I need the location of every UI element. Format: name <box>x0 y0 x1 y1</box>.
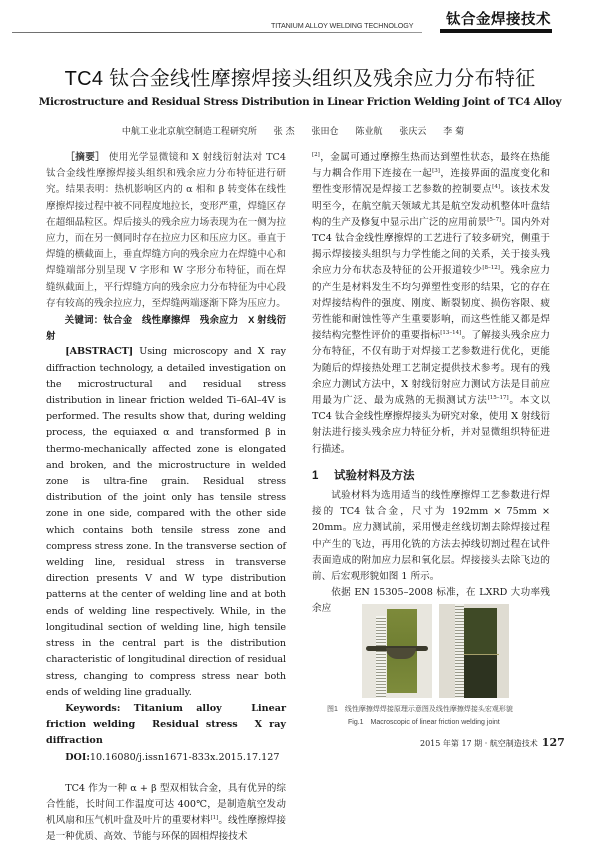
doi-label: DOI: <box>65 751 90 763</box>
abstract-en-text: Using microscopy and X ray diffraction technology, a detailed investigation on the microstructural and residual stress distribution in linear friction welded Ti–6Al–4V is performed. The results show that, during welding process, the equiaxed α and transformed β in thermo-mechanically affected zone is elongated and broken, and the microstructure in welded zone is ultra-fine grain. Residual stress distribution of the joint only has tensile stress zone in one side, compared with the other side which contains both tensile stress zone and compress stress zone. In the transverse section of welding line, residual stress in transverse direction presents V and W type distribution patterns at the center of welding line and at both ends of welding line respectively. While, in the longitudinal section of welding line, high tensile stress in the central part is the distribution characteristic of longitudinal direction of residual stress, changing to compress stress near both ends of welding line gradually. <box>46 346 286 698</box>
header-bar <box>440 29 552 33</box>
affiliation: 中航工业北京航空制造工程研究所 <box>121 127 257 137</box>
author: 张 杰 <box>273 127 295 137</box>
body-text: 。残余应力的产生是材料发生不均匀弹塑性变形的结果，它的存在对焊接结构件的强度、刚度、断裂韧度、损伤容限、疲劳性能和耐蚀性等产生重要影响，而这些性能又都是焊接结构完整性评价的重要指标 <box>312 265 551 342</box>
intro-paragraph-continued <box>312 150 550 458</box>
ruler <box>376 616 386 698</box>
body-text: 。了解接头残余应力分布特征，不仅有助于对焊接工艺参数进行优化，更能为随后的焊接热处理工艺制定提供技术参考。现有的残余应力测试方法中，X 射线衍射应力测试方法是目前应用最为广泛、最为成熟的无损测试方法 <box>312 330 551 407</box>
section-number: 1 <box>312 469 319 482</box>
body-text: 。本文以 TC4 钛合金线性摩擦焊接头为研究对象，使用 X 射线衍射法进行接头残余应力特征分析，并对显微组织特征进行描述。 <box>312 395 551 455</box>
section-heading <box>312 468 550 484</box>
keywords-en-text: Titanium alloy Linear friction welding Residual stress X ray diffraction <box>46 702 286 747</box>
body-text: 。国内外对 TC4 钛合金线性摩擦焊的工艺进行了较多研究，侧重于揭示焊接接头组织与力学性能之间的关系，关于接头残余应力分布状态及特征的公开报道较少 <box>312 216 551 277</box>
abstract-en-label: [ABSTRACT] <box>65 346 134 358</box>
doi-value: 10.16080/j.issn1671-833x.2015.17.127 <box>89 751 280 763</box>
keywords-cn <box>46 312 286 344</box>
citation: [8–12] <box>482 265 500 272</box>
abstract-cn-text: 使用光学显微镜和 X 射线衍射法对 TC4 钛合金线性摩擦焊接头组织和残余应力分布特征进行研究。结果表明：热机影响区内的 α 相和 β 转变体在线性摩擦焊接过程中被不同程度地拉长，变形严重，焊缝区存在超细晶粒区。焊后接头的残余应力场表现为在一侧为拉应力，而在另一侧同时存在拉应力区和压应力区。垂直于焊缝的横截面上，垂直焊缝方向的残余应力在焊缝中心和焊缝端部分别呈现 V 字形和 W 字形分布特征，而在焊缝纵截面上，平行焊缝方向的残余应力分布特征为中心段存有较高的残余拉应力，至焊缝两端逐渐下降为压应力。 <box>46 152 287 309</box>
weld-joint-photo-flash-removed <box>439 604 509 698</box>
page-footer <box>420 736 565 749</box>
abstract-cn-label: ［摘要］ <box>65 152 106 163</box>
figure-1 <box>362 604 509 698</box>
body-text: ，连接界面的温度变化和塑性变形情况是焊接工艺参数的控制要点 <box>312 168 551 196</box>
right-column <box>312 150 550 618</box>
author: 李 菊 <box>443 127 465 137</box>
section-title-cn: 钛合金焊接技术 <box>446 11 551 28</box>
abstract-cn <box>46 150 286 312</box>
body-text: 。该技术发明至今，在航空航天领域尤其是航空发动机整体叶盘结构的生产及修复中显示出广泛的应用前景 <box>312 184 551 228</box>
issue-info: 2015 年第 17 期 · 航空制造技术 <box>420 739 538 748</box>
keywords-en-label: Keywords: <box>65 702 121 714</box>
citation: [15–17] <box>487 394 509 401</box>
keywords-en <box>46 701 286 750</box>
doi <box>46 750 286 766</box>
citation: [1] <box>210 814 219 821</box>
citation: [13–14] <box>440 330 462 337</box>
header-rule <box>12 32 422 33</box>
section1-paragraph: 试验材料为选用适当的线性摩擦焊工艺参数进行焊接的 TC4 钛合金，尺寸为 192mm × 75mm × 20mm。应力测试前，采用慢走丝线切割去除焊接过程中产生的飞边，再用化铣的方法去掉线切割过程在试件表面造成的附加应力层和氧化层。焊接接头去除飞边的前、后宏观形貌如图 1 所示。 <box>312 490 550 583</box>
paper-title-cn: TC4 钛合金线性摩擦焊接头组织及残余应力分布特征 <box>64 68 536 90</box>
ruler <box>455 604 464 698</box>
author: 陈业航 <box>355 127 383 137</box>
citation: [2] <box>312 151 320 158</box>
citation: [4] <box>492 184 500 191</box>
left-column <box>46 150 286 846</box>
paper-title-en: Microstructure and Residual Stress Distribution in Linear Friction Welding Joint of TC4 Alloy <box>38 96 562 108</box>
figure-caption-en: Fig.1 Macroscopic of linear friction welding joint <box>348 719 500 726</box>
author: 张田仓 <box>311 127 339 137</box>
citation: [5–7] <box>487 216 502 223</box>
weld-line <box>462 654 499 655</box>
weld-joint-photo-with-flash <box>362 604 432 698</box>
citation: [3] <box>432 168 440 175</box>
section-title: 试验材料及方法 <box>334 469 415 482</box>
abstract-en <box>46 344 286 700</box>
body-text: ，金属可通过摩擦生热而达到塑性状态，最终在热能与力耦合作用下连接在一起 <box>312 152 550 180</box>
author-line <box>0 124 600 137</box>
figure-caption-cn: 图1 线性摩擦焊焊接原理示意图及线性摩擦焊接头宏观形貌 <box>327 706 513 713</box>
journal-name-en: TITANIUM ALLOY WELDING TECHNOLOGY <box>271 21 414 30</box>
body-text: TC4 作为一种 α + β 型双相钛合金，具有优异的综合性能，长时间工作温度可达 400℃，是制造航空发动机风扇和压气机叶盘及叶片的重要材料 <box>46 782 286 827</box>
keywords-cn-text: 钛合金 线性摩擦焊 残余应力 X 射线衍射 <box>46 314 286 342</box>
intro-paragraph <box>46 781 286 846</box>
author: 张庆云 <box>399 127 427 137</box>
keywords-cn-label: 关键词： <box>64 314 104 326</box>
page-number: 127 <box>541 736 565 749</box>
section1-paragraph: 依据 EN 15305–2008 标准，在 LXRD 大功率残余应 <box>312 587 550 615</box>
body-text: 。线性摩擦焊接是一种优质、高效、节能与环保的固相焊接技术 <box>46 815 287 843</box>
